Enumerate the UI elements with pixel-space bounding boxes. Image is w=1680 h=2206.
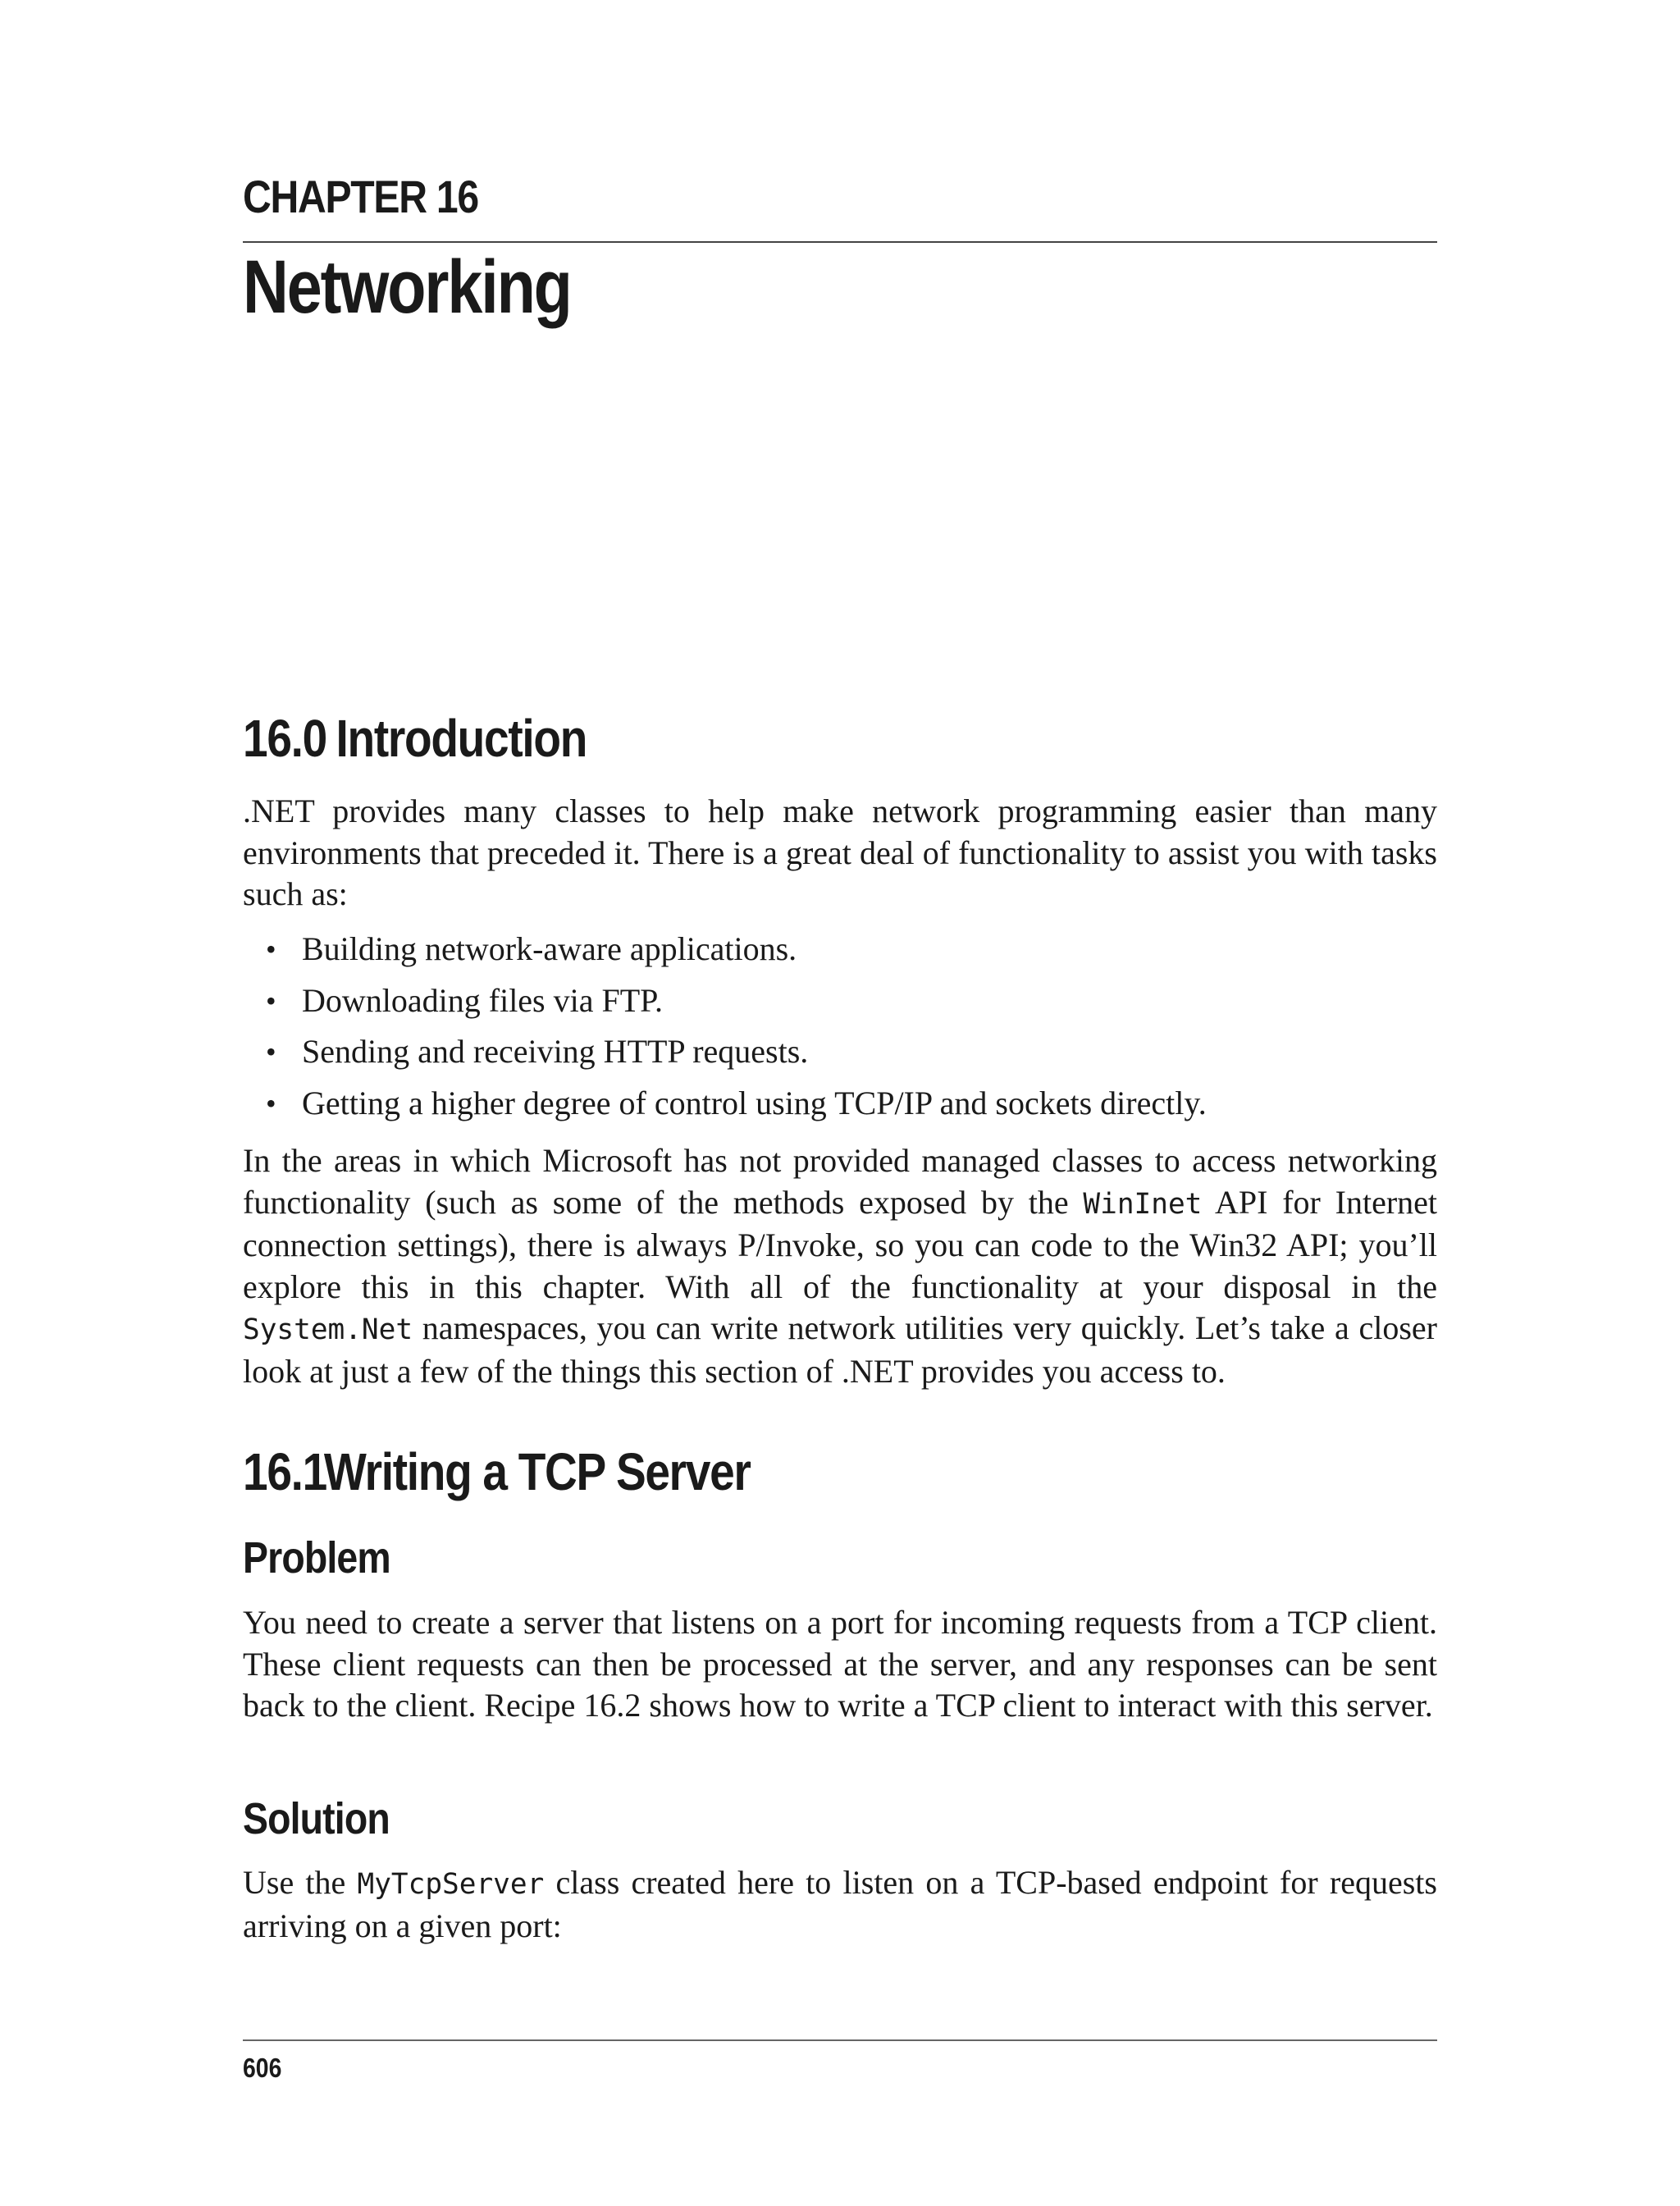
chapter-label: CHAPTER 16 <box>243 171 478 222</box>
section-number: 16.1 <box>243 1442 326 1501</box>
chapter-divider <box>243 241 1437 243</box>
section-title: Writing a TCP Server <box>323 1442 751 1501</box>
problem-paragraph: You need to create a server that listens on a port for incoming requests from a TCP client. These client requests can then be processed at the server, and any responses can be sent back to the client. Recipe 16.2 shows how to write a TCP client to interact with this server. <box>243 1604 1437 1724</box>
footer-divider <box>243 2039 1437 2041</box>
inline-code: WinInet <box>1083 1187 1203 1221</box>
list-item: • Sending and receiving HTTP requests. <box>243 1031 1437 1083</box>
bullet-icon: • <box>266 933 276 966</box>
inline-code: MyTcpServer <box>357 1868 545 1901</box>
intro-paragraph-2: In the areas in which Microsoft has not provided managed classes to access networking functionality (such as some of the methods exposed by the WinInet API for Internet connection settings), there is always P/Invoke, so you can code to the Win32 API; you’ll explore this in this chapter. With all of the functionality at your disposal in the System.Net namespaces, you can write network utilities very quickly. Let’s take a closer look at just a few of the things this section of .NET provides you access to. <box>243 1142 1438 1390</box>
bullet-icon: • <box>266 1035 276 1068</box>
list-item: • Building network-aware applications. <box>243 929 1437 980</box>
problem-heading: Problem <box>243 1533 390 1583</box>
section-title: Introduction <box>336 709 587 768</box>
bullet-icon: • <box>266 984 276 1017</box>
feature-list <box>243 929 1437 1134</box>
list-item: • Downloading files via FTP. <box>243 980 1437 1032</box>
page-number: 606 <box>243 2053 282 2083</box>
section-heading-recipe <box>243 1442 751 1501</box>
intro-paragraph: .NET provides many classes to help make network programming easier than many environments that preceded it. There is a great deal of functionality to assist you with tasks such as: <box>243 792 1437 912</box>
inline-code: System.Net <box>243 1313 413 1346</box>
bullet-icon: • <box>266 1086 276 1120</box>
section-heading-introduction <box>243 709 587 768</box>
solution-heading: Solution <box>243 1794 390 1843</box>
section-number: 16.0 <box>243 709 326 768</box>
solution-paragraph: Use the MyTcpServer class created here to listen on a TCP-based endpoint for requests arriving on a given port: <box>243 1864 1437 1944</box>
chapter-title: Networking <box>243 245 571 329</box>
list-item: • Getting a higher degree of control using TCP/IP and sockets directly. <box>243 1083 1437 1135</box>
